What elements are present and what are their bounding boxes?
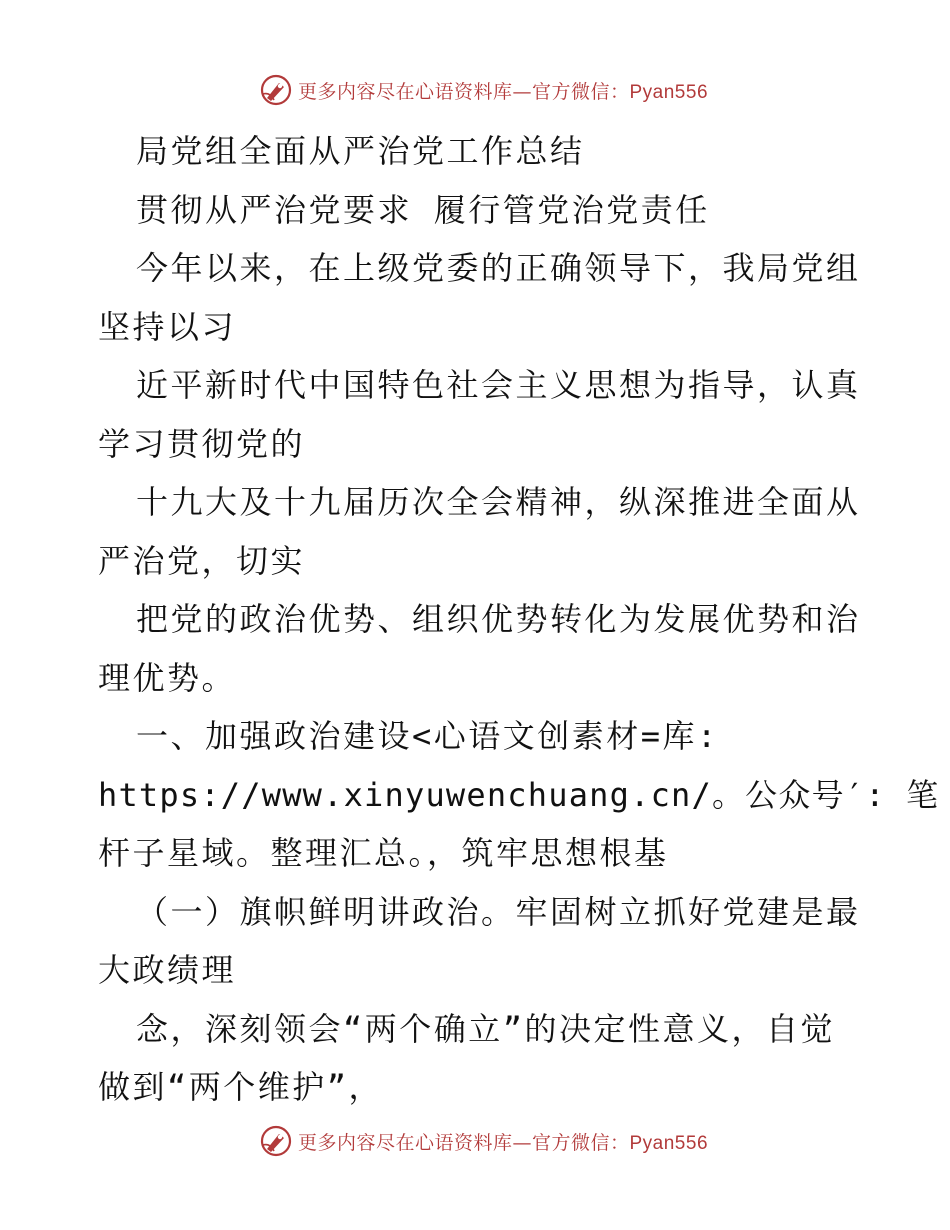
paragraph-line: 今年以来，在上级党委的正确领导下，我局党组: [136, 249, 861, 287]
header-banner-content: [260, 74, 708, 106]
header-banner: [0, 70, 950, 110]
pen-nib-logo-icon: [260, 74, 292, 106]
subsection-heading: （一）旗帜鲜明讲政治。牢固树立抓好党建是最: [136, 892, 861, 931]
banner-promo-text: 更多内容尽在心语资料库—官方微信：Pyan556: [297, 80, 709, 103]
pen-nib-logo-icon: [260, 1125, 292, 1157]
document-subtitle: 贯彻从严治党要求 履行管党治党责任: [136, 190, 710, 229]
paragraph-line: 把党的政治优势、组织优势转化为发展优势和治: [136, 600, 861, 638]
paragraph-line: https://www.xinyuwenchuang.cn/。公众号′: 笔: [98, 775, 940, 814]
document-body: [98, 122, 940, 1117]
paragraph-line: 杆子星域。整理汇总。，筑牢思想根基: [98, 834, 669, 872]
document-title: 局党组全面从严治党工作总结: [136, 132, 585, 170]
footer-banner-content: [260, 1125, 708, 1157]
paragraph-line: 坚持以习: [98, 307, 237, 346]
paragraph-line: 学习贯彻党的: [98, 424, 306, 463]
footer-banner: [0, 1121, 950, 1161]
paragraph-line: 近平新时代中国特色社会主义思想为指导，认真: [136, 366, 861, 404]
paragraph-line: 严治党，切实: [98, 541, 306, 580]
paragraph-line: 理优势。: [98, 658, 237, 697]
banner-promo-text: 更多内容尽在心语资料库—官方微信：Pyan556: [297, 1131, 709, 1154]
section-heading: 一、加强政治建设<心语文创素材=库:: [136, 717, 719, 755]
banner-wechat-id: Pyan556: [629, 81, 709, 103]
paragraph-line: 大政绩理: [98, 951, 237, 989]
paragraph-line: 念，深刻领会“两个确立”的决定性意义，自觉: [136, 1009, 836, 1048]
paragraph-line: 做到“两个维护”，: [98, 1068, 384, 1106]
paragraph-line: 十九大及十九届历次全会精神，纵深推进全面从: [136, 483, 861, 521]
banner-wechat-id: Pyan556: [629, 1132, 709, 1154]
